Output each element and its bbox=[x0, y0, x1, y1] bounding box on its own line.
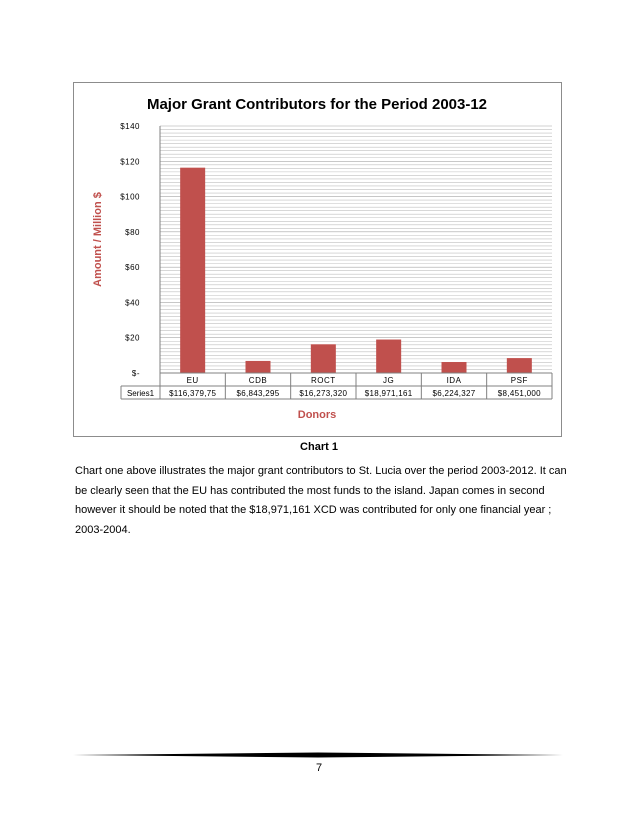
x-category-label: JG bbox=[383, 376, 395, 385]
table-value-label: $6,224,327 bbox=[432, 389, 476, 398]
bar-cdb bbox=[246, 361, 271, 373]
y-tick-label: $140 bbox=[120, 122, 140, 131]
footer-divider bbox=[73, 750, 563, 760]
table-value-label: $18,971,161 bbox=[364, 389, 413, 398]
chart-title: Major Grant Contributors for the Period 2003-12 bbox=[146, 96, 488, 113]
x-category-label: CDB bbox=[248, 376, 268, 385]
page-number: 7 bbox=[315, 762, 323, 774]
y-tick-label: $20 bbox=[125, 333, 140, 343]
table-value-label: $6,843,295 bbox=[236, 389, 280, 398]
y-tick-label: $40 bbox=[125, 298, 140, 308]
y-tick-label: $80 bbox=[125, 227, 140, 237]
x-category-label: EU bbox=[186, 376, 199, 385]
table-value-label: $8,451,000 bbox=[497, 389, 541, 398]
table-series-name: Series1 bbox=[126, 389, 155, 398]
y-tick-label: $- bbox=[131, 369, 140, 378]
bar-psf bbox=[507, 358, 532, 373]
bar-roct bbox=[311, 344, 336, 373]
body-paragraph: Chart one above illustrates the major grant contributors to St. Lucia over the period 2003-2012. It can be clearly seen that the EU has contributed the most funds to the island. Japan comes in second however it should be noted that the $18,971,161 XCD was contributed for only one financial year ; 2003-2004. bbox=[75, 465, 567, 536]
x-category-label: ROCT bbox=[310, 376, 336, 385]
table-value-label: $116,379,75 bbox=[169, 389, 217, 398]
x-category-label: PSF bbox=[510, 376, 528, 385]
x-axis-title: Donors bbox=[297, 409, 337, 421]
y-tick-label: $100 bbox=[120, 192, 140, 202]
bar-ida bbox=[442, 362, 467, 373]
bar-jg bbox=[376, 340, 401, 373]
bar-chart bbox=[73, 82, 562, 437]
table-value-label: $16,273,320 bbox=[299, 389, 348, 398]
bar-eu bbox=[180, 168, 205, 373]
y-tick-label: $120 bbox=[120, 157, 140, 167]
x-category-label: IDA bbox=[446, 376, 462, 385]
y-axis-title: Amount / Million $ bbox=[92, 192, 104, 287]
chart-caption: Chart 1 bbox=[300, 441, 338, 453]
y-tick-label: $60 bbox=[125, 263, 140, 273]
